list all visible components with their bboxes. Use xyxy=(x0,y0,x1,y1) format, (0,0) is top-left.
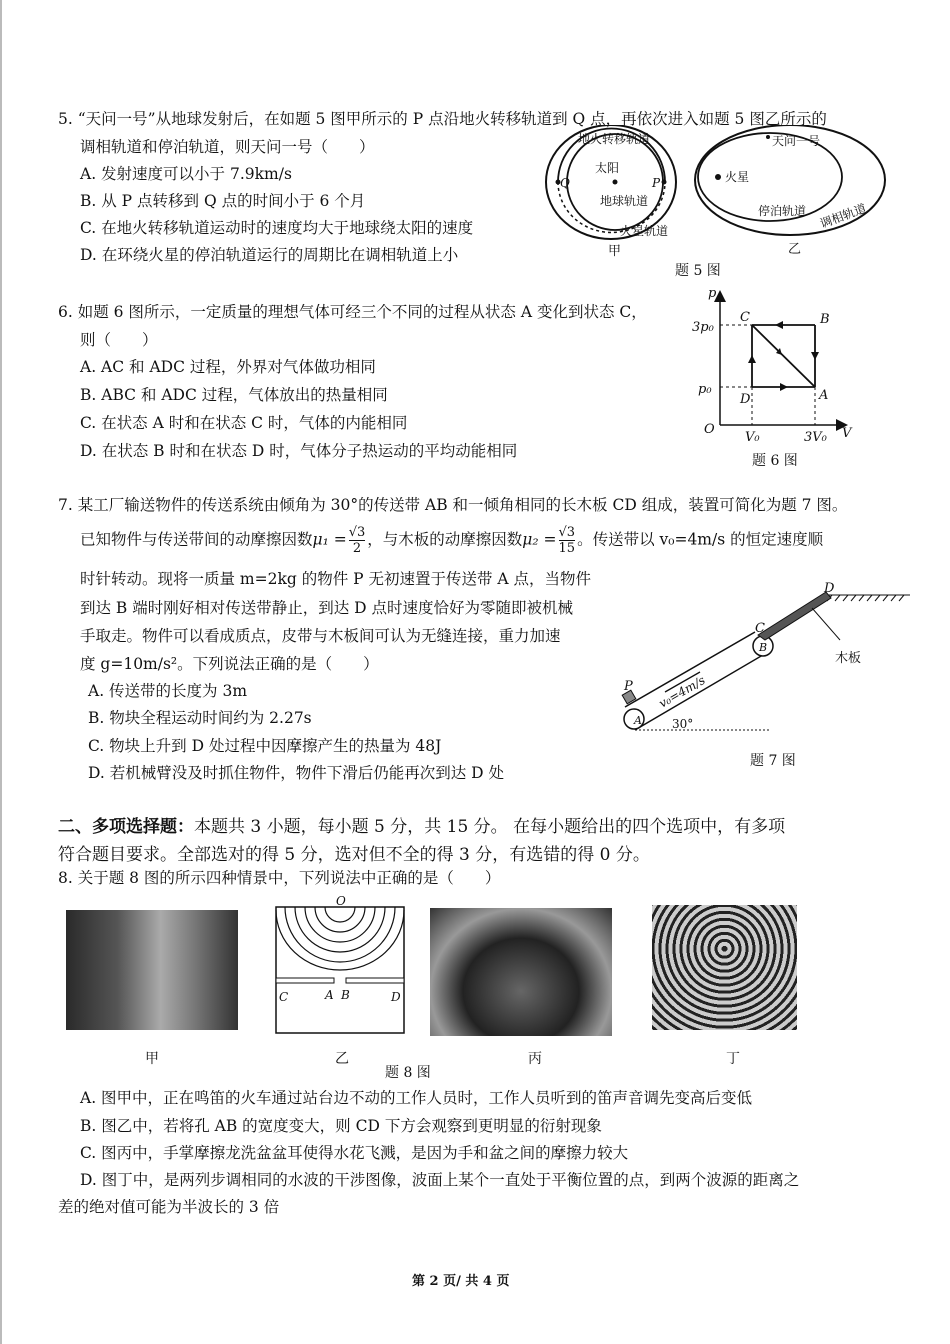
label-jia: 甲 xyxy=(145,1051,159,1067)
q5-figure xyxy=(540,125,900,280)
q5-caption: 题 5 图 xyxy=(675,263,721,279)
diffraction-diagram xyxy=(275,895,405,1035)
q7-stem-2 xyxy=(80,525,823,556)
label-yi: 乙 xyxy=(335,1051,349,1067)
q7-text: 已知物件与传送带间的动摩擦因数 xyxy=(80,530,313,549)
q7-stem-3: 时针转动。现将一质量 m=2kg 的物件 P 无初速置于传送带 A 点，当物件 xyxy=(80,570,592,588)
page-footer: 第 2 页/ 共 4 页 xyxy=(412,1274,510,1289)
q7-text: 。传送带以 v₀=4m/s 的恒定速度顺 xyxy=(577,530,824,549)
q6-option-b: B. ABC 和 ADC 过程，气体放出的热量相同 xyxy=(80,386,388,404)
axis-v: V xyxy=(842,426,852,441)
label-jia: 甲 xyxy=(608,244,622,259)
mu1: μ₁ = xyxy=(312,530,347,549)
q7-option-a: A. 传送带的长度为 3m xyxy=(88,682,248,700)
label-phasing-orbit: 调相轨道 xyxy=(818,201,869,231)
label-sun: 太阳 xyxy=(595,161,620,175)
section2-line2: 符合题目要求。全部选对的得 5 分，选对但不全的得 3 分，有选错的得 0 分。 xyxy=(58,845,650,865)
q7-option-d: D. 若机械臂没及时抓住物件，物件下滑后仍能再次到达 D 处 xyxy=(88,764,505,782)
point-c: C xyxy=(279,990,289,1004)
q7-text: ，与木板的动摩擦因数 xyxy=(367,530,523,549)
q6-stem-2: 则（ ） xyxy=(80,331,158,349)
q5-stem-2: 调相轨道和停泊轨道，则天问一号（ ） xyxy=(80,138,375,156)
label-probe: 天问一号 xyxy=(772,134,821,148)
label-v0: v₀=4m/s xyxy=(656,673,708,711)
q8-caption: 题 8 图 xyxy=(385,1065,431,1081)
q6-pv-diagram xyxy=(690,285,870,470)
label-earth-orbit: 地球轨道 xyxy=(600,194,649,208)
q6-option-a: A. AC 和 ADC 过程，外界对气体做功相同 xyxy=(80,358,376,376)
point-a: A xyxy=(819,388,829,403)
q6-option-c: C. 在状态 A 时和在状态 C 时，气体的内能相同 xyxy=(80,414,408,432)
mu2-den: 15 xyxy=(558,541,576,556)
mu2-fraction xyxy=(559,525,576,556)
roller-b: B xyxy=(759,641,768,654)
label-yi: 乙 xyxy=(788,242,802,257)
mu1-fraction xyxy=(349,525,366,556)
q7-stem-5: 手取走。物件可以看成质点，皮带与木板间可认为无缝连接，重力加速 xyxy=(80,627,561,645)
q5-option-d: D. 在环绕火星的停泊轨道运行的周期比在调相轨道上小 xyxy=(80,246,459,264)
label-q: Q xyxy=(560,176,570,190)
q8-option-d-cont: 差的绝对值可能为半波长的 3 倍 xyxy=(58,1198,280,1216)
q5-option-c: C. 在地火转移轨道运动时的速度均大于地球绕太阳的速度 xyxy=(80,219,474,237)
block-p: P xyxy=(624,679,633,694)
q6-caption: 题 6 图 xyxy=(752,453,798,469)
origin: O xyxy=(704,422,715,437)
q7-option-c: C. 物块上升到 D 处过程中因摩擦产生的热量为 48J xyxy=(88,737,442,755)
section2-line1 xyxy=(58,812,785,837)
q8-stem: 8. 关于题 8 图的所示四种情景中，下列说法中正确的是（ ） xyxy=(58,869,501,887)
photo-train-whistle xyxy=(66,910,238,1030)
mu1-den: 2 xyxy=(352,541,362,556)
point-d: D xyxy=(740,392,751,407)
roller-a: A xyxy=(634,714,642,727)
tick-p0: p₀ xyxy=(698,382,712,397)
point-a: A xyxy=(325,988,334,1002)
label-mars-orbit: 火星轨道 xyxy=(620,224,669,238)
point-b: B xyxy=(820,312,830,327)
section2-text: 本题共 3 小题，每小题 5 分，共 15 分。 在每小题给出的四个选项中，有多项 xyxy=(194,817,786,837)
mu2: μ₂ = xyxy=(522,530,557,549)
q7-caption: 题 7 图 xyxy=(750,753,796,769)
label-parking-orbit: 停泊轨道 xyxy=(758,204,807,218)
point-o: O xyxy=(336,895,346,908)
scan-edge xyxy=(0,0,2,1344)
q5-stem-1: 5. “天问一号”从地球发射后，在如题 5 图甲所示的 P 点沿地火转移轨道到 Q 点，再依次进入如题 5 图乙所示的 xyxy=(58,110,827,128)
q8-option-d: D. 图丁中，是两列步调相同的水波的干涉图像，波面上某个一直处于平衡位置的点，到两个波源的距离之 xyxy=(80,1171,800,1189)
label-mars: 火星 xyxy=(725,170,750,184)
point-b: B xyxy=(341,988,350,1002)
label-bing: 丙 xyxy=(528,1051,542,1067)
point-d: D xyxy=(391,990,401,1004)
mu2-num: √3 xyxy=(558,525,576,540)
label-angle: 30° xyxy=(672,717,694,731)
q7-stem-6: 度 g=10m/s²。下列说法正确的是（ ） xyxy=(80,655,379,673)
label-board: 木板 xyxy=(835,651,862,666)
q5-option-a: A. 发射速度可以小于 7.9km/s xyxy=(80,165,292,183)
photo-dragon-basin xyxy=(430,908,612,1036)
section2-title: 二、多项选择题： xyxy=(58,817,194,837)
point-c: C xyxy=(740,310,750,325)
mu1-num: √3 xyxy=(348,525,366,540)
tick-v0: V₀ xyxy=(745,430,760,445)
q5-option-b: B. 从 P 点转移到 Q 点的时间小于 6 个月 xyxy=(80,192,366,210)
q7-stem-4: 到达 B 端时刚好相对传送带静止，到达 D 点时速度恰好为零随即被机械 xyxy=(80,599,574,617)
q7-conveyor-figure xyxy=(600,580,910,775)
tick-3p0: 3p₀ xyxy=(692,320,714,335)
axis-p: p xyxy=(708,286,717,301)
photo-wave-interference xyxy=(652,905,797,1030)
label-ding: 丁 xyxy=(726,1051,740,1067)
tick-3v0: 3V₀ xyxy=(804,430,827,445)
q7-stem-1: 7. 某工厂输送物件的传送系统由倾角为 30°的传送带 AB 和一倾角相同的长木板 CD 组成，装置可简化为题 7 图。 xyxy=(58,496,848,514)
q8-option-b: B. 图乙中，若将孔 AB 的宽度变大，则 CD 下方会观察到更明显的衍射现象 xyxy=(80,1117,602,1135)
point-c: C xyxy=(755,621,765,636)
q7-option-b: B. 物块全程运动时间约为 2.27s xyxy=(88,709,312,727)
point-d: D xyxy=(824,581,835,596)
q8-option-a: A. 图甲中，正在鸣笛的火车通过站台边不动的工作人员时，工作人员听到的笛声音调先变高后变低 xyxy=(80,1089,753,1107)
q6-stem-1: 6. 如题 6 图所示，一定质量的理想气体可经三个不同的过程从状态 A 变化到状态 C， xyxy=(58,303,647,321)
label-p: P xyxy=(652,176,661,190)
q8-option-c: C. 图丙中，手掌摩擦龙洗盆盆耳使得水花飞溅，是因为手和盆之间的摩擦力较大 xyxy=(80,1144,629,1162)
q6-option-d: D. 在状态 B 时和在状态 D 时，气体分子热运动的平均动能相同 xyxy=(80,442,518,460)
label-transfer-orbit: 地火转移轨道 xyxy=(578,132,651,146)
